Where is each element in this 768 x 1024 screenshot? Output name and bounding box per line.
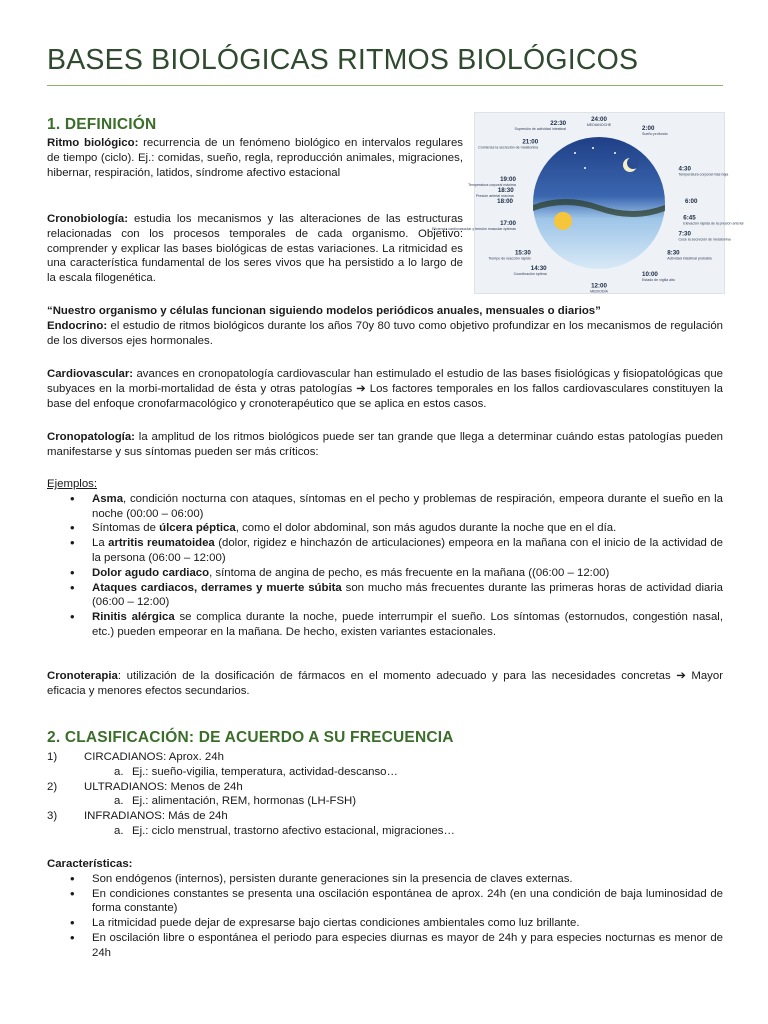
clock-desc-label: Supresión de actividad intestinal [514,127,567,132]
clock-time-label: 12:00 [591,282,607,290]
clock-time-label: 22:30 [550,120,567,128]
caracteristica-item: • En condiciones constantes se presenta una oscilación espontánea de aprox. 24h (en una condición de baja luminosidad de forma constante) [92,887,723,917]
clock-desc-label: Actividad intestinal probable [667,256,712,261]
caracteristica-item: • La ritmicidad puede dejar de expresarse bajo ciertas condiciones ambientales como luz brillante. [92,916,723,931]
clock-time-label: 21:00 [522,138,539,146]
endocrino-term: Endocrino: [47,319,108,332]
endocrino-text: el estudio de ritmos biológicos durante los años 70y 80 tuvo como objetivo profundizar en los mecanismos de regulación de los diversos ejes hormonales. [47,319,723,347]
caracteristica-item: • Son endógenos (internos), persisten durante generaciones sin la presencia de claves externas. [92,872,723,887]
clasificacion-subitem: a. Ej.: ciclo menstrual, trastorno afectivo estacional, migraciones… [114,824,455,837]
ejemplos-list [47,492,723,640]
ejemplo-term: Ataques cardiacos, derrames y muerte súbita [92,581,342,594]
clasificacion-item [47,809,723,824]
item-number: 3) [47,810,58,823]
circadian-clock-figure [431,112,744,294]
ejemplo-item: • La artritis reumatoidea (dolor, rigidez e hinchazón de articulaciones) empeora en la mañana con el inicio de la actividad de la persona (06:00 – 12:00) [92,536,723,566]
ejemplo-item: • Síntomas de úlcera péptica, como el dolor abdominal, son más agudos durante la noche que en el día. [92,521,723,536]
clock-time-label: 6:45 [683,214,696,222]
clock-time-label: 4:30 [678,165,691,173]
clasificacion-item [47,750,723,765]
quote-text: “Nuestro organismo y células funcionan siguiendo modelos periódicos anuales, mensuales o diarios” [47,305,601,317]
clock-desc-label: Estado de vigilia alto [642,278,675,282]
clock-time-label: 18:00 [497,198,513,205]
clock-time-label: 15:30 [514,249,531,257]
ejemplo-item: • Asma, condición nocturna con ataques, síntomas en el pecho y problemas de respiración, empeora durante el sueño en la noche (00:00 – 06:00) [92,492,723,522]
clock-desc-label: Elevación rápida de la presión arterial [683,221,744,226]
sun-icon [554,212,572,230]
clock-time-label: 14:30 [530,264,547,272]
circadian-clock-diagram [431,113,744,294]
clock-time-label: 7:30 [678,230,691,238]
ejemplo-term: úlcera péptica [159,522,236,535]
quote-paragraph [47,304,723,348]
ejemplo-item: • Ataques cardiacos, derrames y muerte súbita son mucho más frecuentes durante las primeras horas de actividad diaria (06:00 – 12:00) [92,581,723,611]
clock-desc-label: Tiempo de reacción rápido [488,256,531,261]
item-label: CIRCADIANOS: Aprox. 24h [84,751,224,763]
clock-time-label: 24:00 [591,116,607,123]
cardiovascular-paragraph [47,367,723,411]
ejemplo-term: Dolor agudo cardiaco [92,566,210,579]
cronobiologia-paragraph [47,212,463,286]
cardiovascular-text: avances en cronopatología cardiovascular han estimulado el estudio de las bases fisiológicas y fisiopatológicas que subyaces en la morbi-mortalidad de ésta y otras patologías ➔ Los factores temporales en los fallos cardiovasculares constituyen la base del enfoque cronofarmacológico y cronoterapéutico que se aplica en estos casos. [47,368,723,410]
cronoterapia-term: Cronoterapia [47,670,118,682]
section-2-heading: 2. CLASIFICACIÓN: DE ACUERDO A SU FRECUENCIA [47,729,454,746]
clock-desc-label: Sueño profundo [642,132,668,136]
clasificacion-subitem: a. Ej.: alimentación, REM, hormonas (LH-FSH) [114,795,357,808]
item-label: ULTRADIANOS: Menos de 24h [84,780,243,793]
clock-time-label: 10:00 [642,271,658,278]
cronobiologia-text: estudia los mecanismos y las alteraciones de las estructuras relacionadas con los procesos temporales de cada organismo. Objetivo: comprender y explicar las bases biológicas de estas variaciones. La ritmicidad es una característica fundamental de los seres vivos que ha persistido a lo largo de la escala filogenética. [47,213,463,285]
caracteristicas-section [47,857,723,961]
clock-desc-label: Comienza la secreción de melatonina [478,145,539,150]
item-label: INFRADIANOS: Más de 24h [84,810,228,823]
cardiovascular-term: Cardiovascular: [47,368,134,380]
clock-desc-label: Temperatura corporal máxima [468,183,516,188]
page-title: BASES BIOLÓGICAS RITMOS BIOLÓGICOS [47,44,639,76]
clock-time-label: 6:00 [685,198,698,205]
ejemplo-item: • Rinitis alérgica se complica durante la noche, puede interrumpir el sueño. Los síntomas (estornudos, congestión nasal, etc.) pueden empeorar en la mañana. De hecho, existen variantes estacionales. [92,610,723,640]
caracteristicas-label: Características: [47,858,133,870]
cronopatologia-term: Cronopatología: [47,431,135,443]
ejemplos-label: Ejemplos: [47,478,98,490]
ejemplo-term: artritis reumatoidea [108,537,215,550]
clasificacion-subitem: a. Ej.: sueño-vigilia, temperatura, actividad-descanso… [114,765,398,778]
clock-time-label: 18:30 [497,187,514,194]
clock-time-label: 17:00 [500,219,516,227]
ejemplos-section [47,477,723,640]
section-2 [47,729,723,839]
clock-desc-label: Temperatura corporal más baja [678,172,729,177]
clock-desc-label: MEDIANOCHE [586,123,612,127]
clasificacion-list [47,750,723,839]
ejemplo-term: Asma [92,492,124,505]
clock-time-label: 19:00 [500,176,516,184]
clock-desc-label: Coordinación óptima [513,271,547,276]
caracteristicas-list [47,872,723,961]
clock-time-label: 8:30 [667,249,680,257]
title-divider [47,85,723,86]
ejemplo-term: Rinitis alérgica [92,611,175,624]
section-1-heading: 1. DEFINICIÓN [47,116,157,133]
clock-time-label: 2:00 [642,125,655,132]
item-number: 1) [47,751,58,763]
ritmo-term: Ritmo biológico: [47,137,139,149]
cronoterapia-paragraph [47,669,723,699]
caracteristica-item: • En oscilación libre o espontánea el periodo para especies diurnas es mayor de 24h y para especies nocturnas es menor de 24h [92,931,723,961]
ejemplo-item: • Dolor agudo cardiaco, síntoma de angina de pecho, es más frecuente en la mañana ((06:00 – 12:00) [92,566,723,581]
clock-desc-label: Presión arterial máxima [475,194,514,198]
ritmo-biologico-paragraph [47,136,463,180]
cronopatologia-text: la amplitud de los ritmos biológicos puede ser tan grande que llega a determinar cuándo estas patologías pueden manifestarse y sus síntomas pueden ser más críticos: [47,431,723,458]
clasificacion-item [47,780,723,795]
cronoterapia-text: : utilización de la dosificación de fármacos en el momento adecuado y para las necesidades concretas ➔ Mayor eficacia y menores efectos secundarios. [47,670,723,697]
clock-desc-label: Cese la secreción de melatonina [678,237,731,242]
cronopatologia-paragraph [47,430,723,460]
ritmo-text: recurrencia de un fenómeno biológico en intervalos regulares de tiempo (ciclo). Ej.: comidas, sueño, regla, reproducción animales, migraciones, hibernar, respiración, latidos, síndrome afectivo estacional [47,137,463,179]
clock-desc-label: Eficiencia cardiovascular y tensión muscular óptimas [431,226,516,231]
cronobiologia-term: Cronobiología: [47,213,128,225]
item-number: 2) [47,780,58,793]
clock-desc-label: MEDIODÍA [590,289,608,294]
